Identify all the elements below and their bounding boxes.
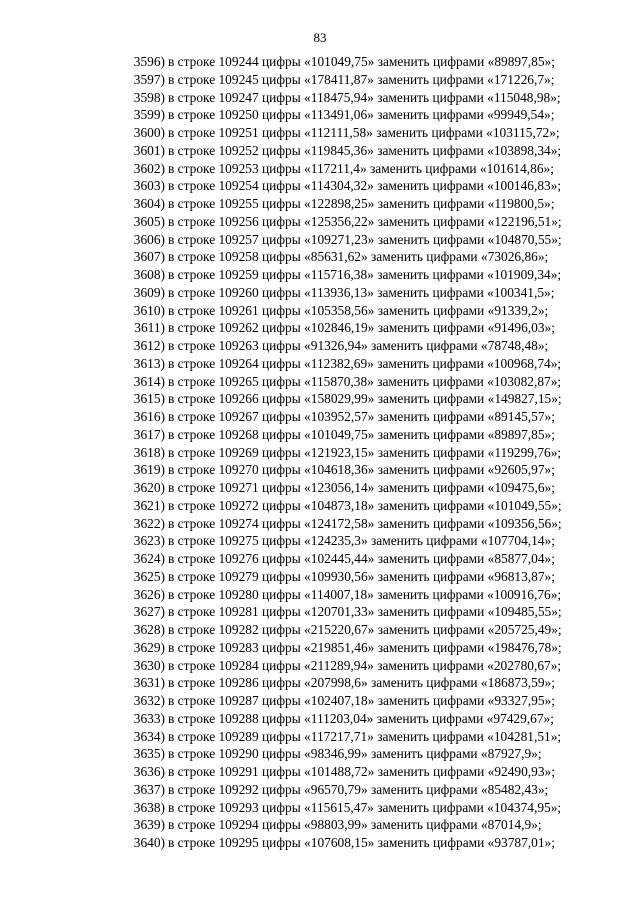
item-text: в строке 109244 цифры «101049,75» заменить цифрами «89897,85»; <box>168 54 555 69</box>
item-text: в строке 109257 цифры «109271,23» заменить цифрами «104870,55»; <box>168 231 562 247</box>
item-number: 3623) <box>133 533 165 549</box>
amendment-line <box>0 568 640 586</box>
amendment-line <box>0 816 640 834</box>
amendment-line <box>0 444 640 462</box>
amendment-line <box>0 639 640 657</box>
item-text: в строке 109275 цифры «124235,3» заменить цифрами «107704,14»; <box>168 533 555 549</box>
item-number: 3603) <box>133 178 165 194</box>
item-number: 3632) <box>133 693 165 708</box>
amendment-line <box>0 337 640 355</box>
amendment-line <box>0 763 640 781</box>
item-text: в строке 109294 цифры «98803,99» заменить цифрами «87014,9»; <box>168 817 542 833</box>
item-text: в строке 109259 цифры «115716,38» заменить цифрами «101909,34»; <box>168 267 562 282</box>
item-text: в строке 109287 цифры «102407,18» заменить цифрами «93327,95»; <box>168 693 555 708</box>
item-text: в строке 109281 цифры «120701,33» заменить цифрами «109485,55»; <box>168 604 562 620</box>
item-number: 3619) <box>133 462 165 478</box>
item-number: 3618) <box>133 444 165 460</box>
amendment-line <box>0 426 640 444</box>
item-number: 3622) <box>133 515 165 531</box>
amendment-line <box>0 89 640 107</box>
amendment-line <box>0 177 640 195</box>
amendment-line <box>0 710 640 728</box>
item-text: в строке 109292 цифры «96570,79» заменить цифрами «85482,43»; <box>168 781 549 797</box>
item-number: 3633) <box>133 710 165 726</box>
item-text: в строке 109271 цифры «123056,14» заменить цифрами «109475,6»; <box>168 480 555 495</box>
amendment-line <box>0 834 640 852</box>
item-text: в строке 109254 цифры «114304,32» заменить цифрами «100146,83»; <box>168 178 562 194</box>
item-text: в строке 109269 цифры «121923,15» заменить цифрами «119299,76»; <box>168 444 562 460</box>
item-number: 3605) <box>133 213 165 229</box>
amendment-line <box>0 195 640 213</box>
amendment-line <box>0 586 640 604</box>
item-text: в строке 109247 цифры «118475,94» заменить цифрами «115048,98»; <box>168 89 561 105</box>
item-number: 3604) <box>133 196 165 211</box>
item-text: в строке 109283 цифры «219851,46» заменить цифрами «198476,78»; <box>168 639 562 655</box>
item-number: 3602) <box>133 160 165 176</box>
item-number: 3637) <box>133 781 165 797</box>
item-text: в строке 109262 цифры «102846,19» заменить цифрами «91496,03»; <box>168 320 555 336</box>
amendment-line <box>0 674 640 692</box>
amendment-line <box>0 53 640 71</box>
item-text: в строке 109276 цифры «102445,44» заменить цифрами «85877,04»; <box>168 551 555 566</box>
amendment-line <box>0 390 640 408</box>
item-number: 3606) <box>133 231 165 247</box>
amendment-line <box>0 532 640 550</box>
item-text: в строке 109251 цифры «112111,58» заменить цифрами «103115,72»; <box>168 125 560 140</box>
item-text: в строке 109290 цифры «98346,99» заменить цифрами «87927,9»; <box>168 746 542 762</box>
amendment-line <box>0 799 640 817</box>
item-number: 3627) <box>133 604 165 620</box>
item-number: 3597) <box>133 71 165 87</box>
amendment-line <box>0 319 640 337</box>
item-number: 3640) <box>133 835 165 850</box>
amendment-line <box>0 160 640 178</box>
item-number: 3620) <box>133 480 165 495</box>
item-text: в строке 109286 цифры «207998,6» заменить цифрами «186873,59»; <box>168 675 555 691</box>
item-number: 3610) <box>133 302 165 318</box>
item-text: в строке 109282 цифры «215220,67» заменить цифрами «205725,49»; <box>168 622 562 637</box>
amendment-line <box>0 71 640 89</box>
item-text: в строке 109293 цифры «115615,47» заменить цифрами «104374,95»; <box>168 799 562 815</box>
item-text: в строке 109279 цифры «109930,56» заменить цифрами «96813,87»; <box>168 568 555 584</box>
item-text: в строке 109252 цифры «119845,36» заменить цифрами «103898,34»; <box>168 142 562 158</box>
amendment-line <box>0 461 640 479</box>
item-number: 3616) <box>133 409 165 424</box>
item-number: 3607) <box>133 249 165 265</box>
item-text: в строке 109270 цифры «104618,36» заменить цифрами «92605,97»; <box>168 462 555 478</box>
item-number: 3631) <box>133 675 165 691</box>
item-text: в строке 109265 цифры «115870,38» заменить цифрами «103082,87»; <box>168 373 562 389</box>
item-text: в строке 109267 цифры «103952,57» заменить цифрами «89145,57»; <box>168 409 555 424</box>
amendment-line <box>0 355 640 373</box>
item-number: 3634) <box>133 728 165 744</box>
item-text: в строке 109295 цифры «107608,15» заменить цифрами «93787,01»; <box>168 835 555 850</box>
item-number: 3599) <box>133 107 165 123</box>
item-number: 3629) <box>133 639 165 655</box>
item-text: в строке 109280 цифры «114007,18» заменить цифрами «100916,76»; <box>168 586 562 602</box>
item-text: в строке 109291 цифры «101488,72» заменить цифрами «92490,93»; <box>168 764 555 779</box>
amendment-line <box>0 728 640 746</box>
item-number: 3612) <box>133 338 165 353</box>
item-text: в строке 109266 цифры «158029,99» заменить цифрами «149827,15»; <box>168 391 562 407</box>
item-number: 3630) <box>133 657 165 673</box>
item-number: 3624) <box>133 551 165 566</box>
item-text: в строке 109264 цифры «112382,69» заменить цифрами «100968,74»; <box>168 355 562 371</box>
item-number: 3613) <box>133 355 165 371</box>
item-number: 3600) <box>133 125 165 140</box>
amendment-line <box>0 231 640 249</box>
amendment-line <box>0 550 640 568</box>
amendment-line <box>0 603 640 621</box>
item-number: 3609) <box>133 284 165 300</box>
item-number: 3608) <box>133 267 165 282</box>
item-text: в строке 109255 цифры «122898,25» заменить цифрами «119800,5»; <box>168 196 555 211</box>
item-text: в строке 109274 цифры «124172,58» заменить цифрами «109356,56»; <box>168 515 562 531</box>
amendment-line <box>0 408 640 426</box>
item-text: в строке 109284 цифры «211289,94» заменить цифрами «202780,67»; <box>168 657 562 673</box>
item-number: 3625) <box>133 568 165 584</box>
item-text: в строке 109263 цифры «91326,94» заменить цифрами «78748,48»; <box>168 338 549 353</box>
item-text: в строке 109260 цифры «113936,13» заменить цифрами «100341,5»; <box>168 284 555 300</box>
amendment-line <box>0 266 640 284</box>
amendment-line <box>0 479 640 497</box>
item-number: 3621) <box>133 497 165 513</box>
item-number: 3626) <box>133 586 165 602</box>
item-number: 3636) <box>133 764 165 779</box>
page-number: 83 <box>313 30 327 45</box>
amendment-line <box>0 284 640 302</box>
item-number: 3639) <box>133 817 165 833</box>
amendment-line <box>0 302 640 320</box>
amendment-line <box>0 106 640 124</box>
amendment-line <box>0 515 640 533</box>
item-number: 3596) <box>133 54 165 69</box>
item-number: 3628) <box>133 622 165 637</box>
item-number: 3598) <box>133 89 165 105</box>
amendment-line <box>0 497 640 515</box>
item-number: 3635) <box>133 746 165 762</box>
item-text: в строке 109261 цифры «105358,56» заменить цифрами «91339,2»; <box>168 302 549 318</box>
item-number: 3611) <box>134 320 165 336</box>
amendment-line <box>0 621 640 639</box>
item-text: в строке 109253 цифры «117211,4» заменить цифрами «101614,86»; <box>168 160 554 176</box>
item-text: в строке 109272 цифры «104873,18» заменить цифрами «101049,55»; <box>168 497 562 513</box>
amendment-line <box>0 248 640 266</box>
amendment-line <box>0 213 640 231</box>
amendment-line <box>0 373 640 391</box>
amendment-line <box>0 124 640 142</box>
item-text: в строке 109258 цифры «85631,62» заменить цифрами «73026,86»; <box>168 249 549 265</box>
amendment-line <box>0 657 640 675</box>
item-text: в строке 109250 цифры «113491,06» заменить цифрами «99949,54»; <box>168 107 555 123</box>
item-number: 3615) <box>133 391 165 407</box>
item-number: 3617) <box>133 426 165 442</box>
item-text: в строке 109245 цифры «178411,87» заменить цифрами «171226,7»; <box>168 71 555 87</box>
item-text: в строке 109288 цифры «111203,04» заменить цифрами «97429,67»; <box>168 710 554 726</box>
item-text: в строке 109289 цифры «117217,71» заменить цифрами «104281,51»; <box>168 728 562 744</box>
item-text: в строке 109268 цифры «101049,75» заменить цифрами «89897,85»; <box>168 426 555 442</box>
amendment-line <box>0 142 640 160</box>
item-text: в строке 109256 цифры «125356,22» заменить цифрами «122196,51»; <box>168 213 562 229</box>
item-number: 3614) <box>133 373 165 389</box>
amendment-line <box>0 692 640 710</box>
amendment-line <box>0 745 640 763</box>
item-number: 3601) <box>133 142 165 158</box>
item-number: 3638) <box>133 799 165 815</box>
amendment-list <box>0 53 640 852</box>
amendment-line <box>0 781 640 799</box>
